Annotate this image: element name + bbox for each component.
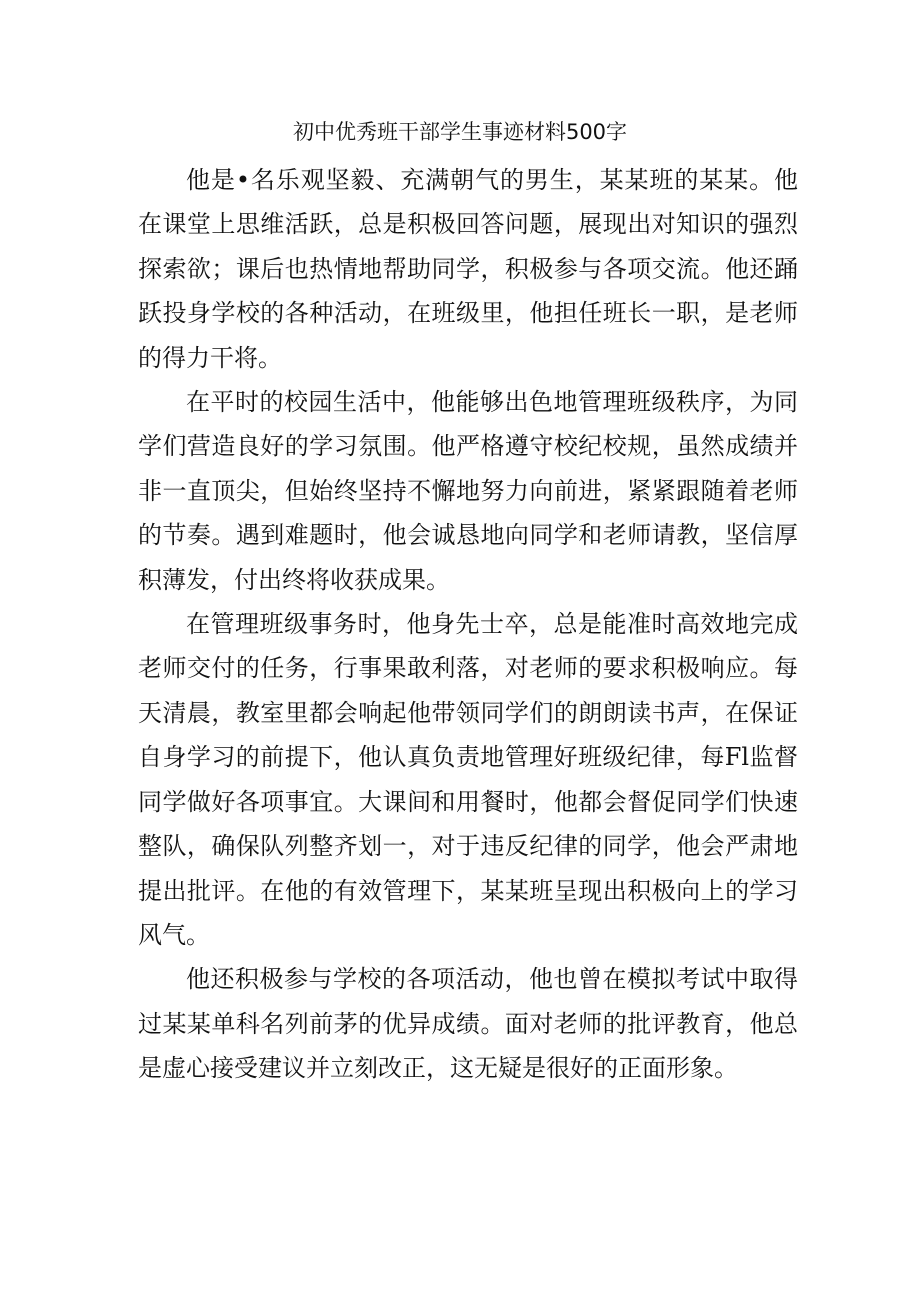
paragraph-2: 在平时的校园生活中，他能够出色地管理班级秩序，为同学们营造良好的学习氛围。他严格遵守校纪校规，虽然成绩并非一直顶尖，但始终坚持不懈地努力向前进，紧紧跟随着老师的节奏。遇到难题时，他会诚恳地向同学和老师请教，坚信厚积薄发，付出终将收获成果。 bbox=[138, 388, 798, 594]
document-title: 初中优秀班干部学生事迹材料500字 bbox=[292, 120, 628, 144]
paragraph-4: 他还积极参与学校的各项活动，他也曾在模拟考试中取得过某某单科名列前茅的优异成绩。面对老师的批评教育，他总是虚心接受建议并立刻改正，这无疑是很好的正面形象。 bbox=[138, 965, 798, 1083]
paragraph-3: 在管理班级事务时，他身先士卒，总是能准时高效地完成老师交付的任务，行事果敢利落，对老师的要求积极响应。每天清晨，教室里都会响起他带领同学们的朗朗读书声，在保证自身学习的前提下，他认真负责地管理好班级纪律，每Fl监督同学做好各项事宜。大课间和用餐时，他都会督促同学们快速整队，确保队列整齐划一，对于违反纪律的同学，他会严肃地提出批评。在他的有效管理下，某某班呈现出积极向上的学习风气。 bbox=[138, 610, 798, 949]
paragraph-1: 他是•名乐观坚毅、充满朝气的男生，某某班的某某。他在课堂上思维活跃，总是积极回答问题，展现出对知识的强烈探索欲；课后也热情地帮助同学，积极参与各项交流。他还踊跃投身学校的各种活动，在班级里，他担任班长一职，是老师的得力干将。 bbox=[138, 166, 798, 372]
document-body bbox=[138, 158, 798, 1091]
